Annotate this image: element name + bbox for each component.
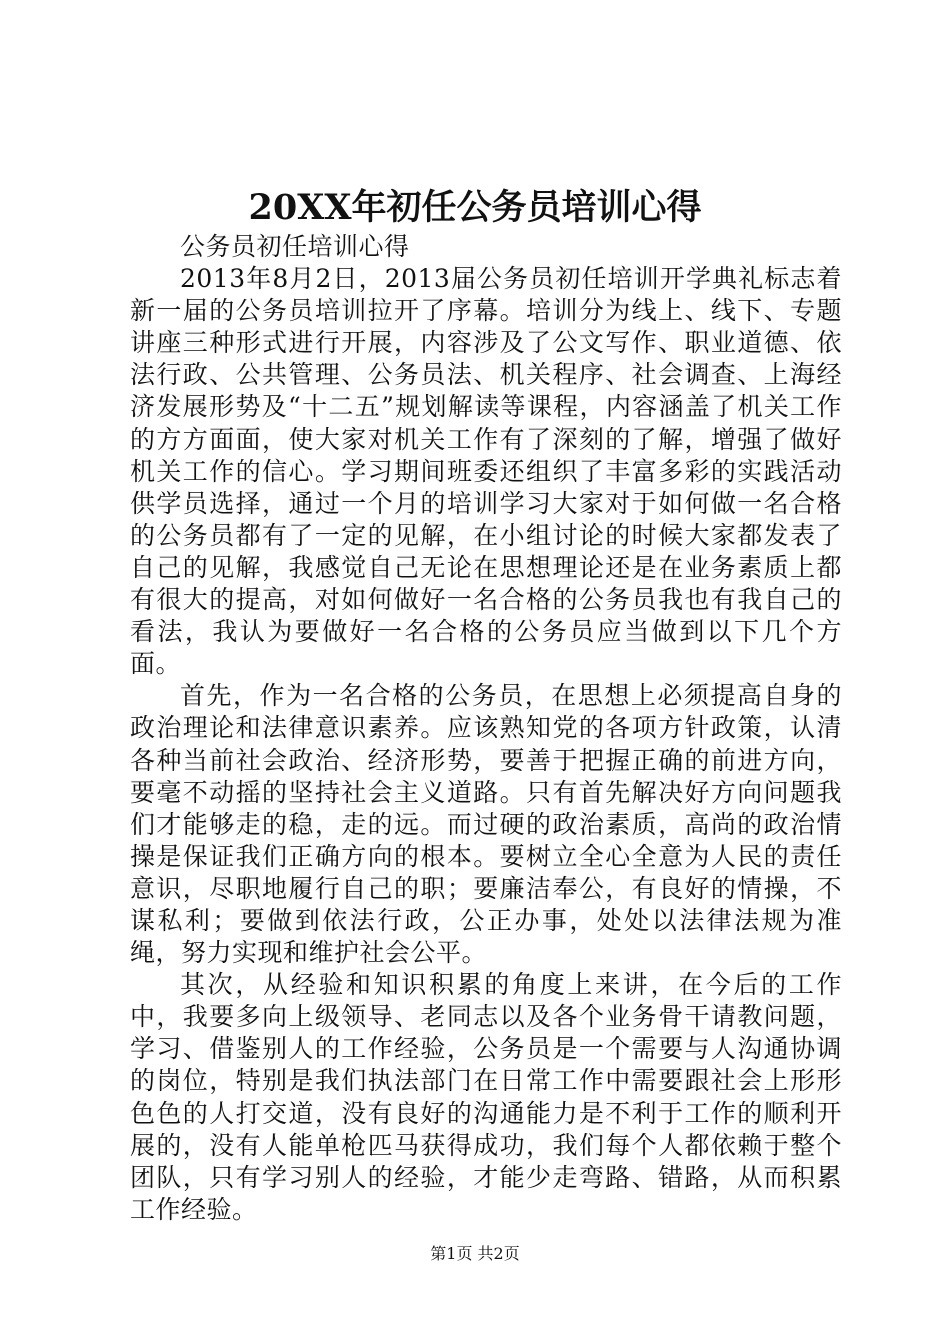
body-paragraph: 首先，作为一名合格的公务员，在思想上必须提高自身的政治理论和法律意识素养。应该熟知党的各项方针政策，认清各种当前社会政治、经济形势，要善于把握正确的前进方向，要毫不动摇的坚持社会主义道路。只有首先解决好方向问题我们才能够走的稳，走的远。而过硬的政治素质，高尚的政治情操是保证我们正确方向的根本。要树立全心全意为人民的责任意识，尽职地履行自己的职；要廉洁奉公，有良好的情操，不谋私利；要做到依法行政，公正办事，处处以法律法规为准绳，努力实现和维护社会公平。 [130, 681, 842, 968]
subtitle-paragraph: 公务员初任培训心得 [180, 232, 410, 261]
body-paragraph: 其次，从经验和知识积累的角度上来讲，在今后的工作中，我要多向上级领导、老同志以及各个业务骨干请教问题，学习、借鉴别人的工作经验，公务员是一个需要与人沟通协调的岗位，特别是我们执法部门在日常工作中需要跟社会上形形色色的人打交道，没有良好的沟通能力是不利于工作的顺利开展的，没有人能单枪匹马获得成功，我们每个人都依赖于整个团队，只有学习别人的经验，才能少走弯路、错路，从而积累工作经验。 [130, 970, 842, 1224]
body-paragraph: 2013年8月2日，2013届公务员初任培训开学典礼标志着新一届的公务员培训拉开了序幕。培训分为线上、线下、专题讲座三种形式进行开展，内容涉及了公文写作、职业道德、依法行政、公共管理、公务员法、机关程序、社会调查、上海经济发展形势及“十二五”规划解读等课程，内容涵盖了机关工作的方方面面，使大家对机关工作有了深刻的了解，增强了做好机关工作的信心。学习期间班委还组织了丰富多彩的实践活动供学员选择，通过一个月的培训学习大家对于如何做一名合格的公务员都有了一定的见解，在小组讨论的时候大家都发表了自己的见解，我感觉自己无论在思想理论还是在业务素质上都有很大的提高，对如何做好一名合格的公务员我也有我自己的看法，我认为要做好一名合格的公务员应当做到以下几个方面。 [130, 264, 842, 679]
page-number-footer: 第1页 共2页 [430, 1244, 520, 1263]
document-body [130, 231, 842, 1226]
document-title: 20XX年初任公务员培训心得 [248, 187, 702, 228]
